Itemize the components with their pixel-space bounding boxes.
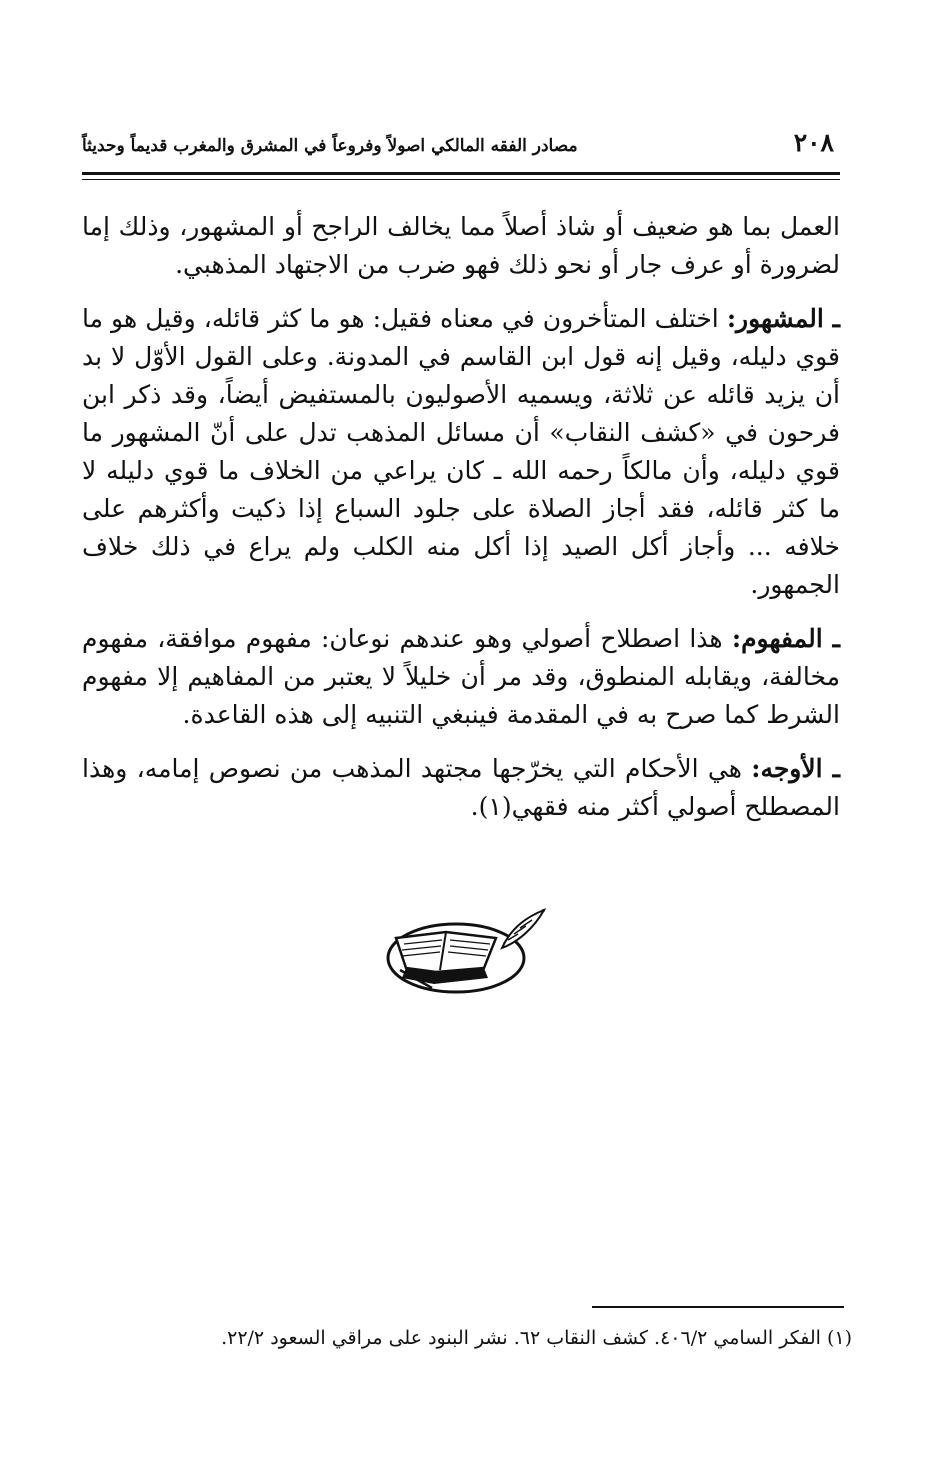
footnote-rule — [592, 1306, 844, 1308]
page-number: ٢٠٨ — [793, 128, 834, 157]
running-title: مصادر الفقه المالكي اصولاً وفروعاً في المشرق والمغرب قديماً وحديثاً — [82, 136, 578, 156]
page-header — [82, 128, 840, 170]
header-rule-thin — [82, 179, 840, 180]
term-heading: ـ المفهوم: — [731, 624, 840, 653]
footnote — [221, 1327, 852, 1349]
paragraph-intro — [82, 208, 840, 284]
paragraph-mafhum — [82, 620, 840, 734]
term-heading: ـ الأوجه: — [751, 754, 840, 783]
paragraph-text: اختلف المتأخرون في معناه فقيل: هو ما كثر قائله، وقيل هو ما قوي دليله، وقيل إنه قول ابن القاسم في المدونة. وعلى القول الأوّل لا بد أن يزيد قائله عن ثلاثة، ويسميه الأصوليون بالمستفيض أيضاً، وقد ذكر ابن فرحون في «كشف النقاب» أن مسائل المذهب تدل على أنّ المشهور ما قوي دليله، وأن مالكاً رحمه الله ـ كان يراعي من الخلاف ما قوي دليله لا ما كثر قائله، فقد أجاز الصلاة على جلود السباع إذا ذكيت وأكثرهم على خلافه ... وأجاز أكل الصيد إذا أكل منه الكلب ولم يراع في ذلك خلاف الجمهور. — [82, 304, 840, 599]
paragraph-mashhur — [82, 300, 840, 604]
footnote-text: الفكر السامي ٤٠٦/٢. كشف النقاب ٦٢. نشر البنود على مراقي السعود ٢٢/٢. — [221, 1327, 821, 1349]
paragraph-text: هذا اصطلاح أصولي وهو عندهم نوعان: مفهوم موافقة، مفهوم مخالفة، ويقابله المنطوق، وقد مر أن خليلاً لا يعتبر من المفاهيم إلا مفهوم الشرط كما صرح به في المقدمة فينبغي التنبيه إلى هذه القاعدة. — [82, 624, 840, 729]
book-and-quill-icon — [384, 906, 550, 996]
paragraph-text: العمل بما هو ضعيف أو شاذ أصلاً مما يخالف الراجح أو المشهور، وذلك إما لضرورة أو عرف جار أو نحو ذلك فهو ضرب من الاجتهاد المذهبي. — [82, 212, 840, 279]
header-rule-thick — [82, 172, 840, 175]
paragraph-text: هي الأحكام التي يخرّجها مجتهد المذهب من نصوص إمامه، وهذا المصطلح أصولي أكثر منه فقهي(١). — [82, 754, 840, 821]
body-text — [82, 208, 840, 842]
footnote-marker: (١) — [826, 1327, 852, 1349]
term-heading: ـ المشهور: — [726, 304, 841, 333]
paragraph-awjuh — [82, 750, 840, 826]
